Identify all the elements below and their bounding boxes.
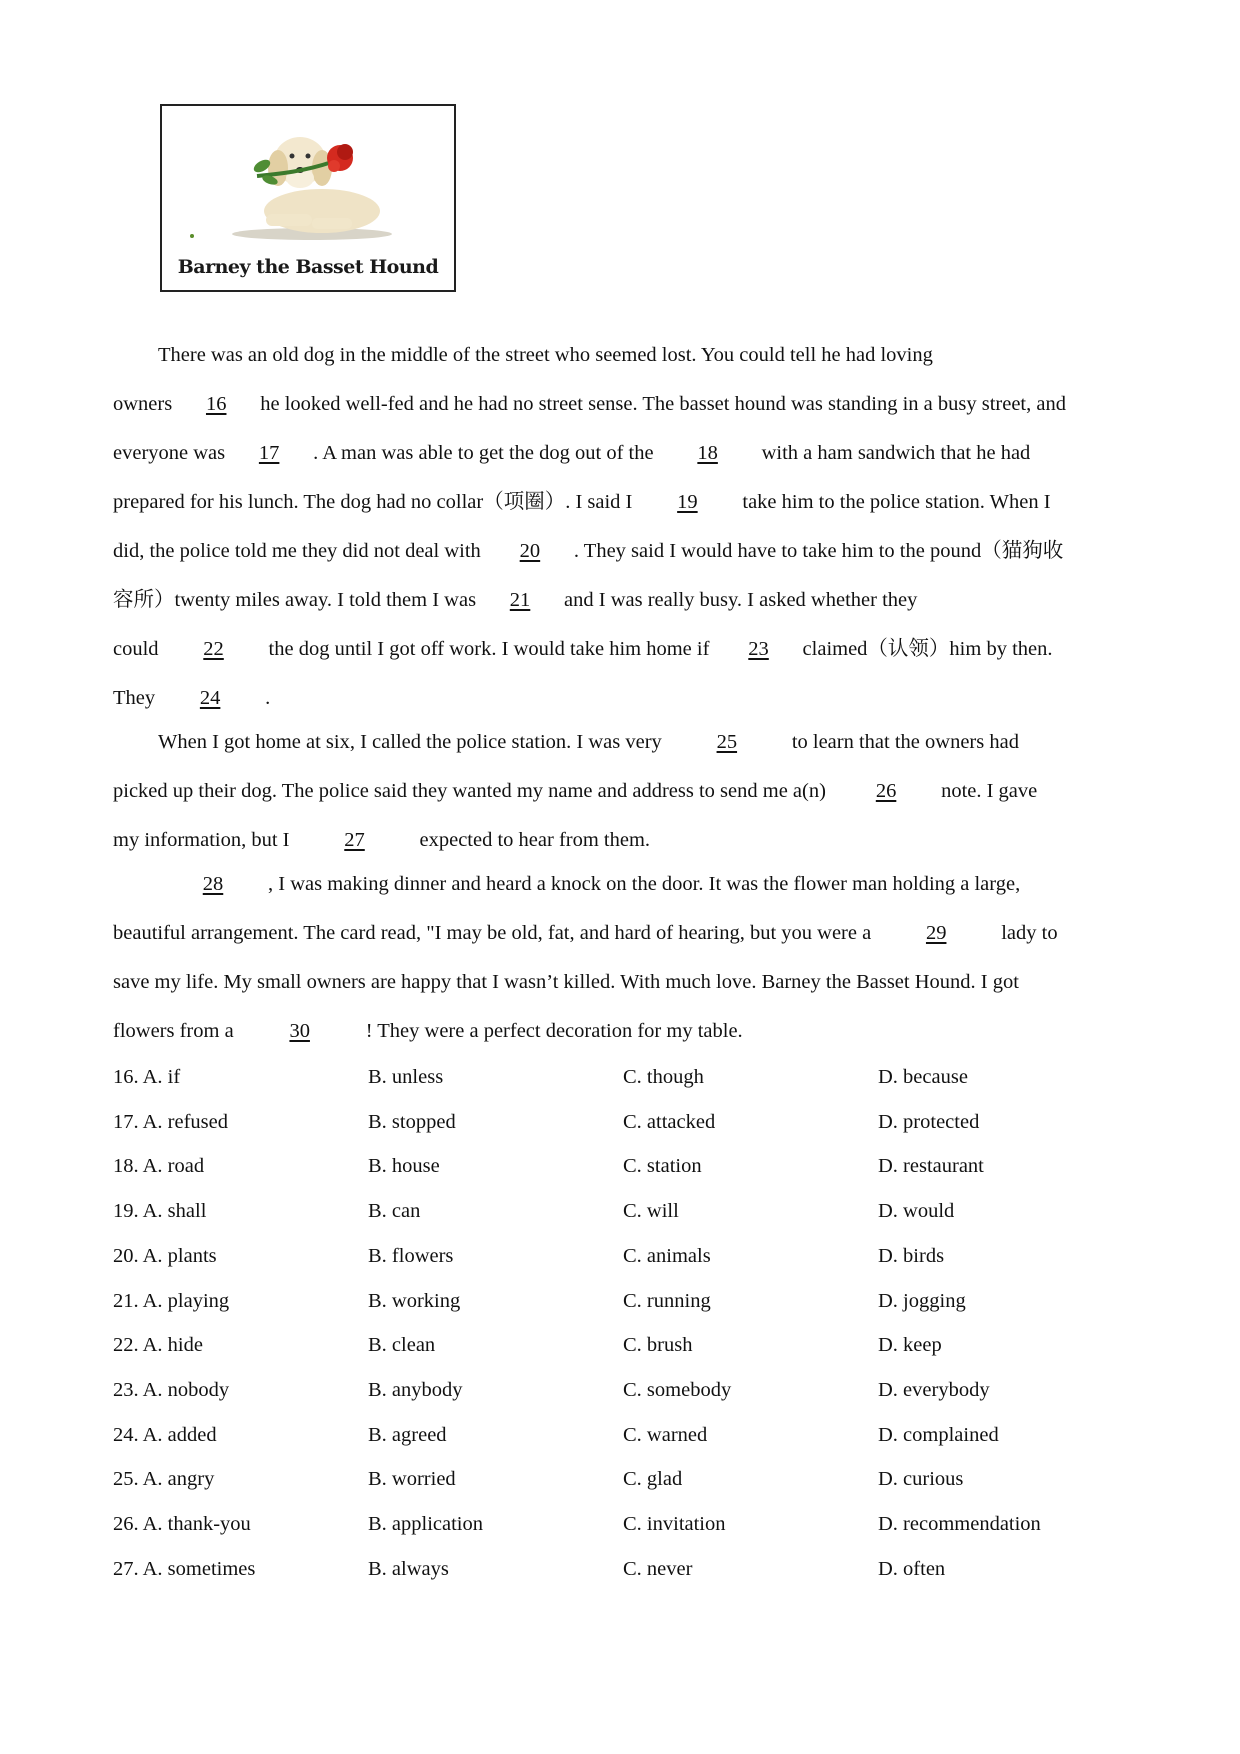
question-option-c[interactable]: C. though <box>623 1066 704 1088</box>
text-run: There was an old dog in the middle of the street who seemed lost. You could tell he had loving <box>158 344 933 366</box>
text-run: They <box>113 687 156 709</box>
question-option-a[interactable]: 25. A. angry <box>113 1468 215 1491</box>
question-options-row <box>113 1286 1143 1316</box>
blank-21[interactable]: 21 <box>509 589 531 611</box>
passage-line <box>113 967 1019 997</box>
text-run: with a ham sandwich that he had <box>761 442 1031 464</box>
text-run: prepared for his lunch. The dog had no collar（项圈）. I said I <box>113 491 633 513</box>
text-run: ! They were a perfect decoration for my table. <box>365 1020 743 1042</box>
question-option-d[interactable]: D. complained <box>878 1423 999 1446</box>
question-option-c[interactable]: C. brush <box>623 1334 693 1357</box>
passage-line <box>113 776 1037 806</box>
question-options-row <box>113 1107 1143 1137</box>
text-run: did, the police told me they did not deal with <box>113 540 486 562</box>
passage-line <box>113 825 650 855</box>
text-run: he looked well-fed and he had no street sense. The basset hound was standing in a busy street, and <box>260 393 1066 415</box>
question-option-d[interactable]: D. keep <box>878 1334 942 1357</box>
text-run: flowers from a <box>113 1020 234 1042</box>
text-run: everyone was <box>113 442 226 464</box>
blank-22[interactable]: 22 <box>203 638 224 660</box>
text-run: claimed（认领）him by then. <box>802 638 1053 660</box>
question-option-c[interactable]: C. animals <box>623 1244 711 1267</box>
text-run: beautiful arrangement. The card read, "I may be old, fat, and hard of hearing, but you were a <box>113 922 872 944</box>
question-option-d[interactable]: D. would <box>878 1200 955 1223</box>
question-options-row <box>113 1196 1143 1226</box>
blank-18[interactable]: 18 <box>697 442 718 464</box>
blank-16[interactable]: 16 <box>205 393 227 415</box>
question-option-a[interactable]: 23. A. nobody <box>113 1378 230 1401</box>
blank-17[interactable]: 17 <box>258 442 280 464</box>
question-option-c[interactable]: C. never <box>623 1557 693 1580</box>
question-option-c[interactable]: C. somebody <box>623 1378 732 1401</box>
question-option-d[interactable]: D. jogging <box>878 1289 966 1312</box>
question-options-row <box>113 1151 1143 1181</box>
question-option-d[interactable]: D. because <box>878 1066 968 1088</box>
text-run: owners <box>113 393 173 415</box>
question-option-c[interactable]: C. glad <box>623 1468 683 1491</box>
text-run: save my life. My small owners are happy that I wasn’t killed. With much love. Barney the Basset Hound. I got <box>113 971 1019 993</box>
question-option-a[interactable]: 20. A. plants <box>113 1244 217 1267</box>
passage-line <box>113 634 1053 664</box>
dog-figure <box>160 104 456 292</box>
question-option-b[interactable]: B. working <box>368 1289 461 1312</box>
passage-line <box>113 585 917 615</box>
question-option-b[interactable]: B. clean <box>368 1334 436 1357</box>
question-option-c[interactable]: C. will <box>623 1200 679 1223</box>
question-option-c[interactable]: C. running <box>623 1289 711 1312</box>
question-option-a[interactable]: 18. A. road <box>113 1155 205 1178</box>
question-option-d[interactable]: D. recommendation <box>878 1513 1041 1535</box>
question-options-row <box>113 1509 1143 1539</box>
question-option-c[interactable]: C. attacked <box>623 1110 716 1133</box>
text-run: to learn that the owners had <box>791 731 1019 753</box>
question-option-b[interactable]: B. stopped <box>368 1110 456 1133</box>
question-option-c[interactable]: C. warned <box>623 1423 708 1446</box>
question-option-a[interactable]: 26. A. thank-you <box>113 1513 251 1535</box>
passage-line <box>158 869 1020 899</box>
question-option-b[interactable]: B. flowers <box>368 1244 454 1267</box>
passage-line <box>158 727 1019 757</box>
text-run: 容所）twenty miles away. I told them I was <box>113 589 477 611</box>
question-option-b[interactable]: B. worried <box>368 1468 456 1491</box>
blank-23[interactable]: 23 <box>748 638 769 660</box>
passage-line <box>113 487 1051 517</box>
text-run: When I got home at six, I called the police station. I was very <box>158 731 662 753</box>
blank-28[interactable]: 28 <box>202 873 224 895</box>
question-option-d[interactable]: D. birds <box>878 1244 945 1267</box>
question-option-d[interactable]: D. often <box>878 1557 946 1580</box>
passage-line <box>113 536 1063 566</box>
text-run: and I was really busy. I asked whether they <box>564 589 918 611</box>
question-option-d[interactable]: D. protected <box>878 1110 980 1133</box>
passage-line <box>113 389 1066 419</box>
passage-line <box>158 340 933 370</box>
question-options-row <box>113 1464 1143 1494</box>
question-option-b[interactable]: B. agreed <box>368 1423 447 1446</box>
passage-line <box>113 438 1030 468</box>
text-run: . A man was able to get the dog out of the <box>313 442 654 464</box>
question-options-row <box>113 1241 1143 1271</box>
figure-caption: Barney the Basset Hound <box>177 256 439 278</box>
question-option-d[interactable]: D. restaurant <box>878 1155 984 1178</box>
question-option-d[interactable]: D. curious <box>878 1468 964 1491</box>
blank-19[interactable]: 19 <box>677 491 698 513</box>
question-option-b[interactable]: B. unless <box>368 1066 444 1088</box>
passage-line <box>113 1016 743 1046</box>
question-option-a[interactable]: 17. A. refused <box>113 1110 229 1133</box>
text-run: note. I gave <box>941 780 1038 802</box>
question-option-b[interactable]: B. house <box>368 1155 440 1178</box>
question-option-a[interactable]: 27. A. sometimes <box>113 1557 256 1580</box>
question-option-c[interactable]: C. station <box>623 1155 702 1178</box>
passage-line <box>113 683 270 713</box>
question-option-a[interactable]: 21. A. playing <box>113 1289 230 1312</box>
question-options-row <box>113 1420 1143 1450</box>
question-option-b[interactable]: B. application <box>368 1513 484 1535</box>
question-option-a[interactable]: 16. A. if <box>113 1066 181 1088</box>
question-option-a[interactable]: 22. A. hide <box>113 1334 203 1357</box>
blank-20[interactable]: 20 <box>519 540 541 562</box>
text-run: take him to the police station. When I <box>742 491 1051 513</box>
text-run: could <box>113 638 159 660</box>
text-run: lady to <box>1001 922 1058 944</box>
text-run: . They said I would have to take him to the pound（猫狗收 <box>573 540 1064 562</box>
text-run: , I was making dinner and heard a knock on the door. It was the flower man holding a large, <box>268 873 1021 895</box>
text-run: expected to hear from them. <box>419 829 651 851</box>
blank-30[interactable]: 30 <box>289 1020 310 1042</box>
question-option-b[interactable]: B. can <box>368 1200 421 1223</box>
question-option-b[interactable]: B. anybody <box>368 1378 463 1401</box>
text-run: picked up their dog. The police said they wanted my name and address to send me a(n) <box>113 780 832 802</box>
blank-25[interactable]: 25 <box>716 731 738 753</box>
question-option-b[interactable]: B. always <box>368 1557 449 1580</box>
blank-29[interactable]: 29 <box>925 922 947 944</box>
question-option-a[interactable]: 24. A. added <box>113 1423 217 1446</box>
question-options-row <box>113 1554 1143 1584</box>
text-run: . <box>265 687 271 709</box>
question-options-row <box>113 1062 1143 1092</box>
text-run: my information, but I <box>113 829 290 851</box>
blank-26[interactable]: 26 <box>875 780 897 802</box>
question-option-d[interactable]: D. everybody <box>878 1378 990 1401</box>
blank-24[interactable]: 24 <box>199 687 221 709</box>
question-options-row <box>113 1375 1143 1405</box>
passage-line <box>113 918 1058 948</box>
text-run: the dog until I got off work. I would take him home if <box>268 638 715 660</box>
question-options-row <box>113 1330 1143 1360</box>
blank-27[interactable]: 27 <box>344 829 365 851</box>
question-option-a[interactable]: 19. A. shall <box>113 1200 207 1223</box>
question-option-c[interactable]: C. invitation <box>623 1513 726 1535</box>
